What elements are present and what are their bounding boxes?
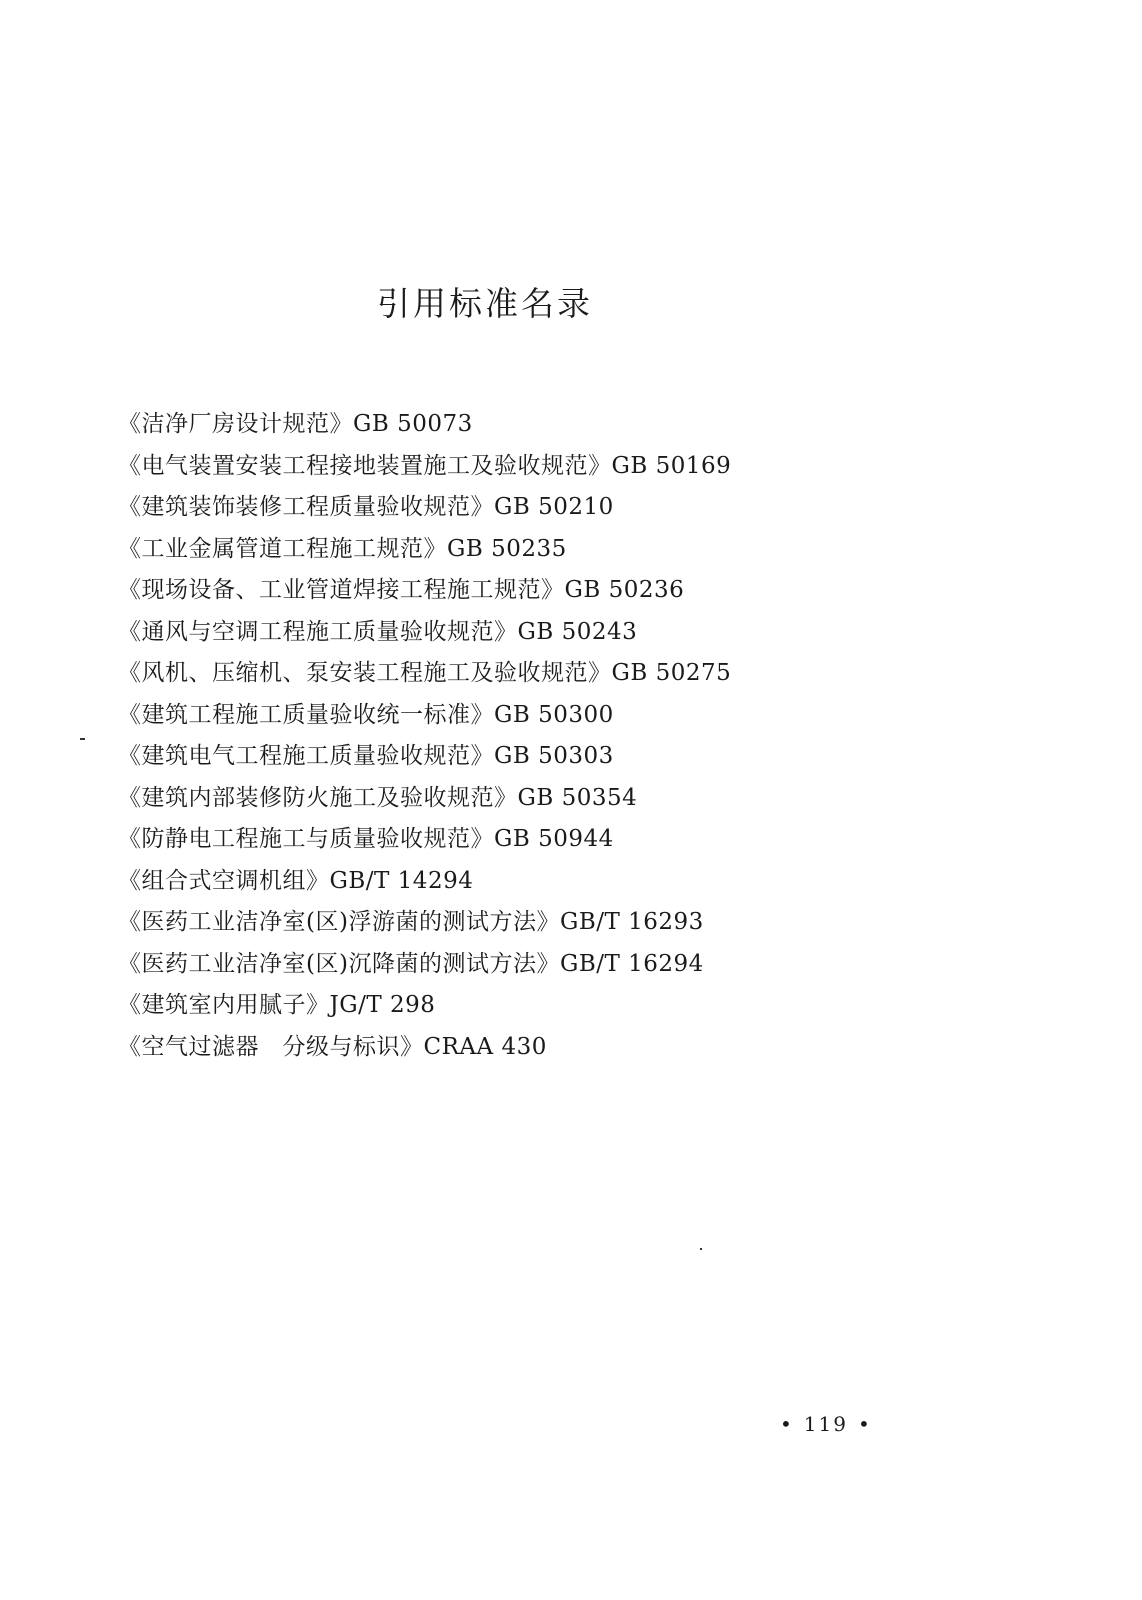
list-item: 《洁净厂房设计规范》GB 50073 <box>118 411 473 437</box>
list-item: 《通风与空调工程施工质量验收规范》GB 50243 <box>118 618 638 645</box>
page-number-value: 119 <box>803 1412 848 1436</box>
list-item: 《建筑装饰装修工程质量验收规范》GB 50210 <box>118 494 614 520</box>
reference-list <box>118 404 731 1068</box>
list-item: 《工业金属管道工程施工规范》GB 50235 <box>118 535 567 562</box>
list-item: 《风机、压缩机、泵安装工程施工及验收规范》GB 50275 <box>118 660 732 686</box>
list-item: 《建筑电气工程施工质量验收规范》GB 50303 <box>118 743 614 769</box>
scan-artifact-right <box>700 1248 702 1250</box>
page-number-dot-right: • <box>857 1412 872 1436</box>
list-item: 《建筑内部装修防火施工及验收规范》GB 50354 <box>118 784 638 811</box>
list-item: 《建筑室内用腻子》JG/T 298 <box>118 992 436 1018</box>
list-item: 《医药工业洁净室(区)浮游菌的测试方法》GB/T 16293 <box>118 909 704 935</box>
list-item: 《防静电工程施工与质量验收规范》GB 50944 <box>118 826 614 852</box>
page-title: 引用标准名录 <box>377 284 593 323</box>
list-item: 《现场设备、工业管道焊接工程施工规范》GB 50236 <box>118 577 685 603</box>
page-number-dot-left: • <box>780 1412 794 1436</box>
list-item: 《医药工业洁净室(区)沉降菌的测试方法》GB/T 16294 <box>118 950 704 977</box>
list-item: 《电气装置安装工程接地装置施工及验收规范》GB 50169 <box>118 452 732 479</box>
scan-artifact-left <box>80 738 85 740</box>
list-item: 《建筑工程施工质量验收统一标准》GB 50300 <box>118 701 614 728</box>
page-number <box>770 1412 882 1436</box>
list-item: 《组合式空调机组》GB/T 14294 <box>118 867 474 894</box>
list-item: 《空气过滤器 分级与标识》CRAA 430 <box>118 1033 547 1060</box>
